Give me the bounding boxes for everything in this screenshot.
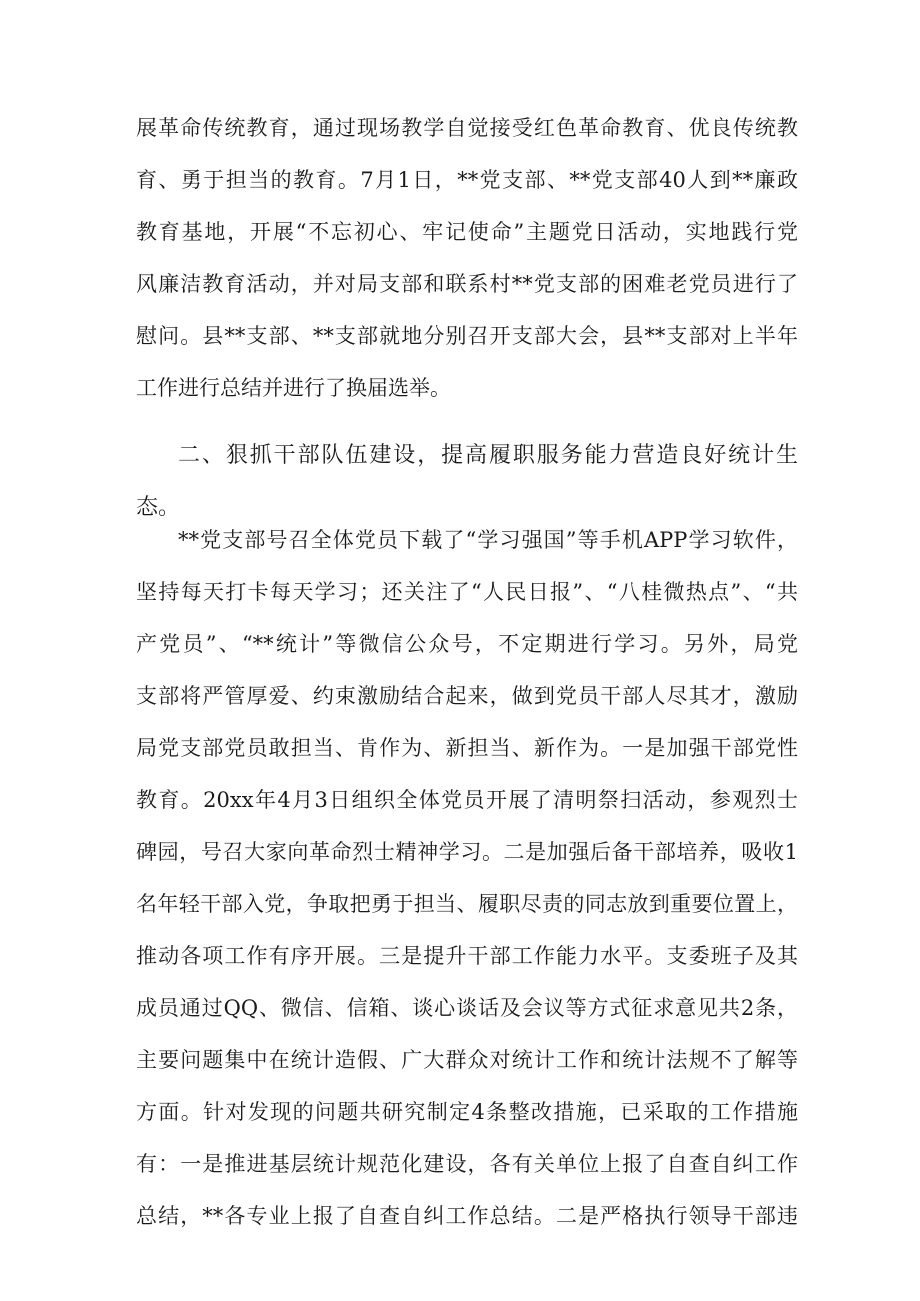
text-line: 教育。20xx年4月3日组织全体党员开展了清明祭扫活动，参观烈士: [136, 788, 798, 812]
text-line: 方面。针对发现的问题共研究制定4条整改措施，已采取的工作措施: [136, 1100, 798, 1124]
text-line: 成员通过QQ、微信、信箱、谈心谈话及会议等方式征求意见共2条，: [136, 996, 798, 1020]
text-line: 育、勇于担当的教育。7月1日，**党支部、**党支部40人到**廉政: [136, 168, 798, 192]
text-line: 慰问。县**支部、**支部就地分别召开支部大会，县**支部对上半年: [136, 324, 798, 348]
text-line: 支部将严管厚爱、约束激励结合起来，做到党员干部人尽其才，激励: [136, 684, 798, 708]
text-line: 教育基地，开展“不忘初心、牢记使命”主题党日活动，实地践行党: [136, 220, 798, 244]
text-line: 碑园，号召大家向革命烈士精神学习。二是加强后备干部培养，吸收1: [136, 840, 798, 864]
text-line: 有：一是推进基层统计规范化建设，各有关单位上报了自查自纠工作: [136, 1152, 798, 1176]
text-line: 名年轻干部入党，争取把勇于担当、履职尽责的同志放到重要位置上，: [136, 892, 798, 916]
heading-line: 态。: [136, 495, 181, 520]
text-line: 主要问题集中在统计造假、广大群众对统计工作和统计法规不了解等: [136, 1048, 798, 1072]
text-line: 推动各项工作有序开展。三是提升干部工作能力水平。支委班子及其: [136, 944, 798, 968]
text-line: 展革命传统教育，通过现场教学自觉接受红色革命教育、优良传统教: [136, 116, 798, 140]
text-line: 产党员”、“**统计”等微信公众号，不定期进行学习。另外，局党: [136, 632, 798, 656]
text-line: 风廉洁教育活动，并对局支部和联系村**党支部的困难老党员进行了: [136, 272, 798, 296]
text-line: 总结，**各专业上报了自查自纠工作总结。二是严格执行领导干部违: [136, 1204, 798, 1228]
heading-line: 二、狠抓干部队伍建设，提高履职服务能力营造良好统计生: [178, 443, 798, 468]
text-line: 坚持每天打卡每天学习；还关注了“人民日报”、“八桂微热点”、“共: [136, 580, 798, 604]
text-line: 局党支部党员敢担当、肯作为、新担当、新作为。一是加强干部党性: [136, 736, 798, 760]
text-line: 工作进行总结并进行了换届选举。: [136, 376, 451, 400]
text-line: **党支部号召全体党员下载了“学习强国”等手机APP学习软件，: [178, 528, 798, 552]
